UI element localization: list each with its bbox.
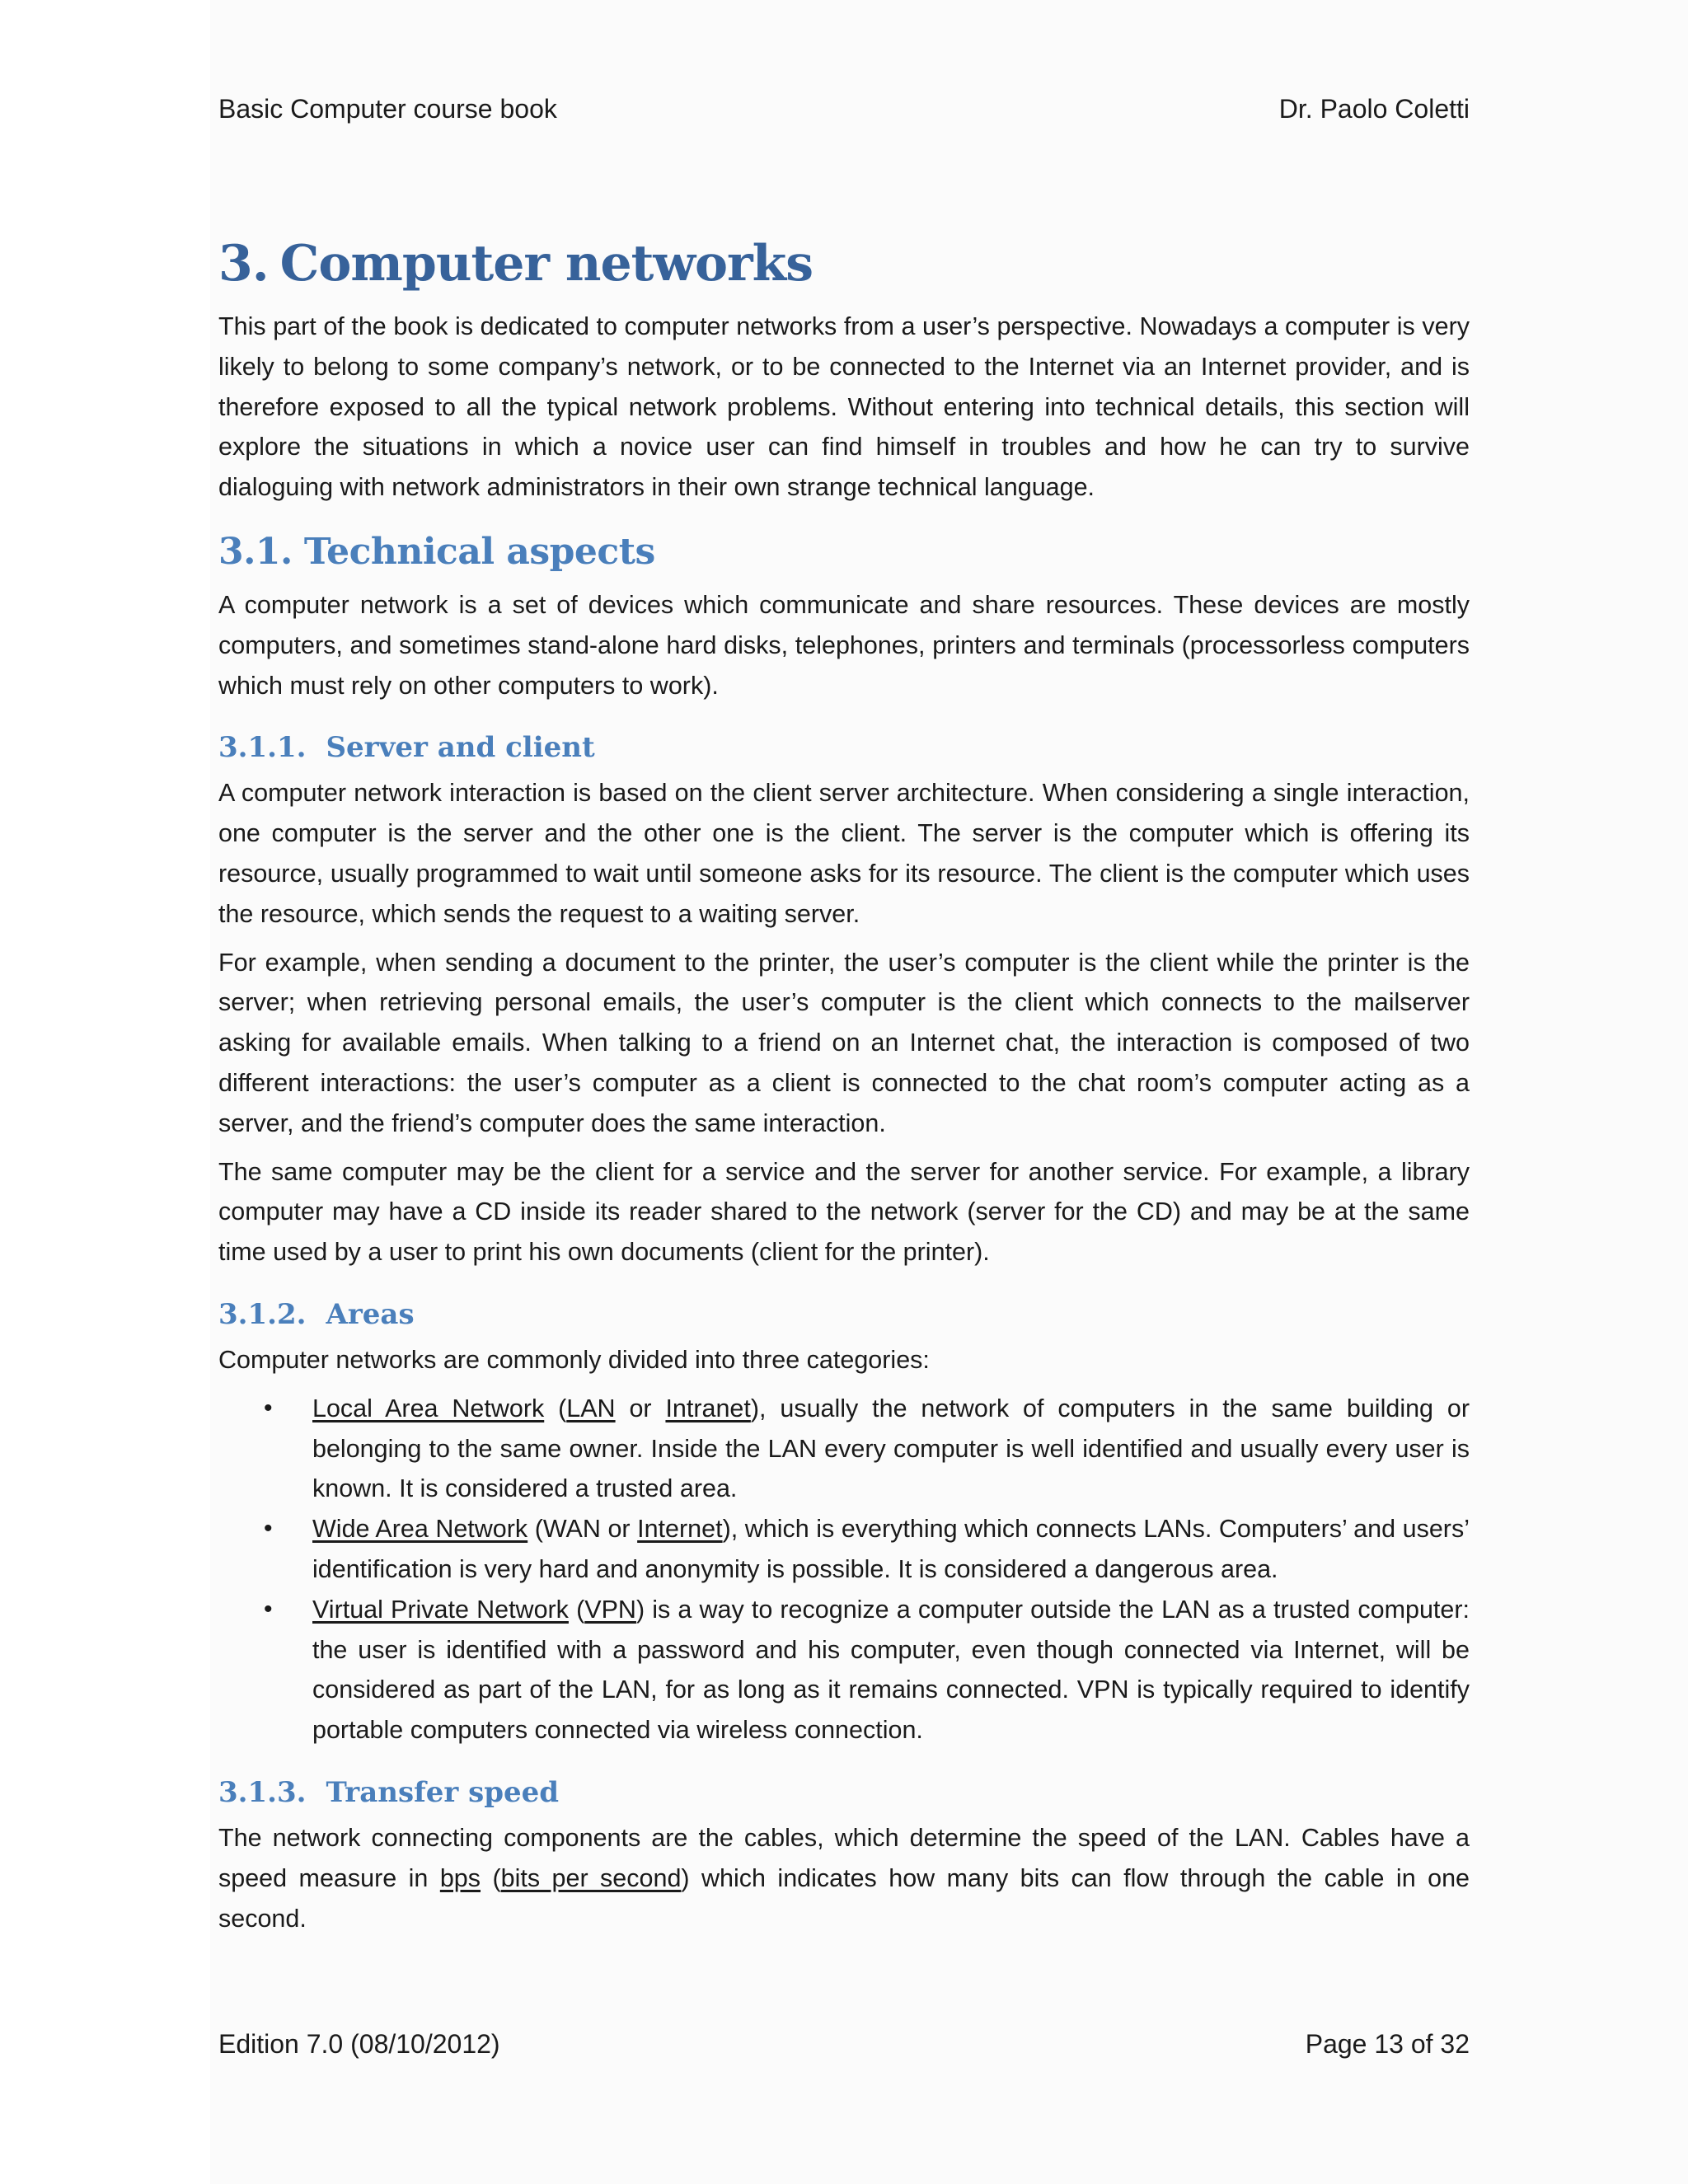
list-item-vpn xyxy=(218,1590,1470,1750)
subsection-heading-areas xyxy=(218,1296,1470,1333)
chapter-number: 3. xyxy=(218,235,269,293)
text-fragment: ), which is everything which connects LANs. Computers’ and users’ identification is very hard and anonymity is possible. It is considered a dangerous area. xyxy=(312,1515,1470,1583)
areas-intro-paragraph: Computer networks are commonly divided into three categories: xyxy=(218,1345,930,1374)
chapter-title: Computer networks xyxy=(279,235,814,293)
abbr-bps: bps xyxy=(439,1863,481,1892)
text-fragment: ( xyxy=(568,1595,585,1624)
subsection-title: Transfer speed xyxy=(326,1775,560,1809)
subsection-title: Server and client xyxy=(326,731,595,765)
text-fragment: ) which indicates how many bits can flow through the cable in one second. xyxy=(218,1863,1470,1933)
abbr-vpn: VPN xyxy=(584,1595,636,1624)
server-client-paragraph-3: The same computer may be the client for a service and the server for another service. For example, a library computer may have a CD inside its reader shared to the network (server for the CD) and may be at the same time used by a user to print his own documents (client for the printer). xyxy=(218,1157,1470,1267)
text-fragment: The network connecting components are the cables, which determine the speed of the LAN. Cables have a speed measure in xyxy=(218,1823,1470,1892)
footer-edition: Edition 7.0 (08/10/2012) xyxy=(218,2029,500,2059)
footer-page-number: Page 13 of 32 xyxy=(1305,2029,1470,2059)
server-client-paragraph-1: A computer network interaction is based on the client server architecture. When considering a single interaction, one computer is the server and the other one is the client. The server is the computer which is offering its resource, usually programmed to wait until someone asks for its resource. The client is the computer which uses the resource, which sends the request to a waiting server. xyxy=(218,779,1470,928)
section-title: Technical aspects xyxy=(303,530,655,573)
term-intranet: Intranet xyxy=(665,1394,751,1422)
subsection-number: 3.1.3. xyxy=(218,1775,307,1809)
text-fragment: ( xyxy=(481,1863,501,1892)
term-local-area-network: Local Area Network xyxy=(312,1394,545,1422)
subsection-heading-server-client xyxy=(218,729,1470,766)
header-book-title: Basic Computer course book xyxy=(218,94,557,124)
term-wide-area-network: Wide Area Network xyxy=(312,1515,528,1544)
abbr-lan: LAN xyxy=(566,1394,616,1422)
page-footer xyxy=(218,2027,1470,2060)
subsection-title: Areas xyxy=(326,1297,415,1331)
server-client-paragraph-2: For example, when sending a document to the printer, the user’s computer is the client while the printer is the server; when retrieving personal emails, the user’s computer is the client which connects to the mailserver asking for available emails. When talking to a friend on an Internet chat, the interaction is composed of two different interactions: the user’s computer as a client is connected to the chat room’s computer acting as a server, and the friend’s computer does the same interaction. xyxy=(218,948,1470,1137)
subsection-number: 3.1.2. xyxy=(218,1297,307,1331)
list-item-wan xyxy=(218,1509,1470,1590)
page-header xyxy=(218,92,1470,125)
text-fragment: ( xyxy=(544,1394,567,1422)
text-fragment: ), usually the network of computers in the same building or belonging to the same owner. Inside the LAN every computer is well identified and usually every user is known. It is considered a trusted area. xyxy=(312,1394,1470,1503)
chapter-intro-paragraph: This part of the book is dedicated to computer networks from a user’s perspective. Nowadays a computer is very likely to belong to some company’s network, or to be connected to the Internet via an Internet provider, and is therefore exposed to all the typical network problems. Without entering into technical details, this section will explore the situations in which a novice user can find himself in troubles and how he can try to survive dialoguing with network administrators in their own strange technical language. xyxy=(218,312,1470,502)
transfer-speed-paragraph xyxy=(218,1818,1470,1938)
subsection-number: 3.1.1. xyxy=(218,731,307,765)
network-categories-list xyxy=(218,1389,1470,1750)
text-fragment: ) is a way to recognize a computer outside the LAN as a trusted computer: the user is identified with a password and his computer, even though connected via Internet, will be considered as part of the LAN, for as long as it remains connected. VPN is typically required to identify portable computers connected via wireless connection. xyxy=(312,1595,1470,1745)
list-item-lan xyxy=(218,1389,1470,1509)
term-internet: Internet xyxy=(637,1515,723,1544)
section-heading-technical-aspects xyxy=(218,527,1470,577)
subsection-heading-transfer-speed xyxy=(218,1774,1470,1811)
text-fragment: or xyxy=(615,1394,666,1422)
technical-aspects-paragraph: A computer network is a set of devices which communicate and share resources. These devices are mostly computers, and sometimes stand-alone hard disks, telephones, printers and terminals (processorless computers which must rely on other computers to work). xyxy=(218,590,1470,700)
page-content xyxy=(218,232,1470,1947)
term-bits-per-second: bits per second xyxy=(500,1863,682,1892)
bullet-icon: • xyxy=(264,1394,273,1422)
bullet-icon: • xyxy=(264,1595,273,1623)
section-number: 3.1. xyxy=(218,530,293,573)
bullet-icon: • xyxy=(264,1515,273,1543)
header-author: Dr. Paolo Coletti xyxy=(1278,94,1470,124)
term-virtual-private-network: Virtual Private Network xyxy=(312,1595,569,1624)
chapter-heading xyxy=(218,232,1470,295)
text-fragment: (WAN or xyxy=(528,1515,638,1544)
